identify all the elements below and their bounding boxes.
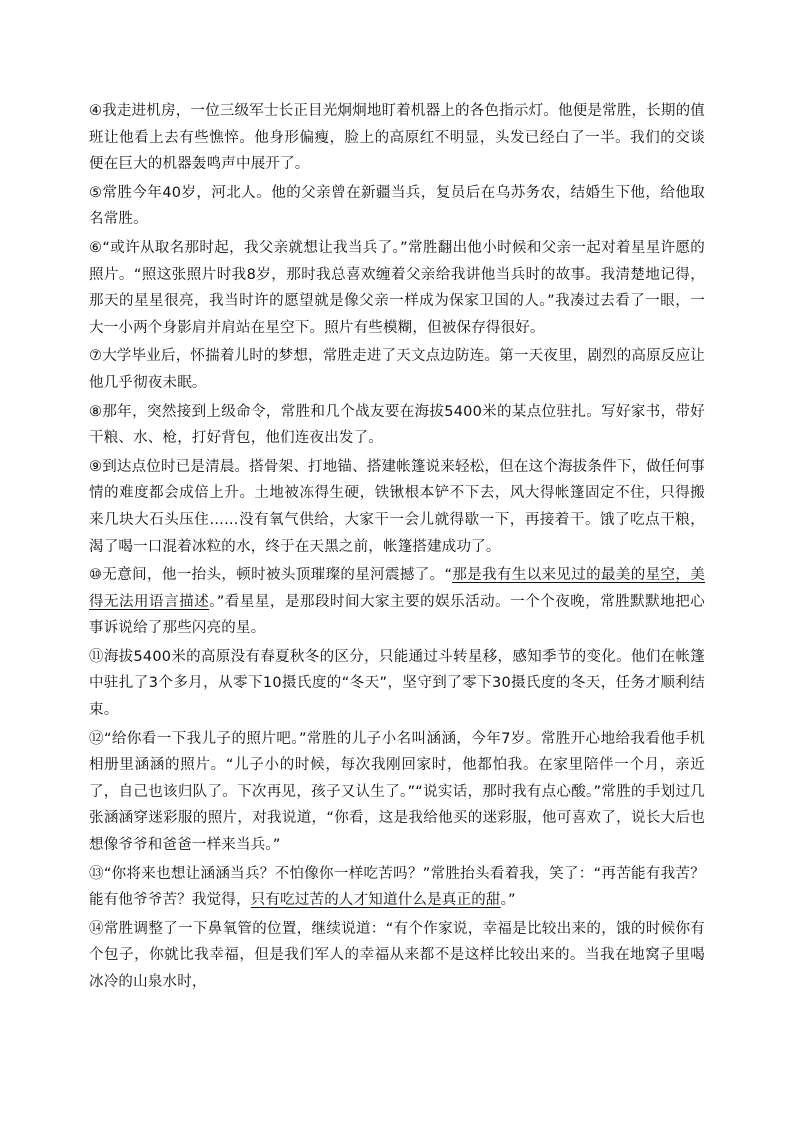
paragraph-10-text-end: 。”看星星，是那段时间大家主要的娱乐活动。一个个夜晚，常胜默默地把心事诉说给了那些闪亮的星。 bbox=[89, 593, 705, 637]
paragraph-14 bbox=[89, 916, 705, 996]
paragraph-5-text: ⑤常胜今年40岁，河北人。他的父亲曾在新疆当兵，复员后在乌苏务农，结婚生下他，给他取名常胜。 bbox=[89, 184, 705, 228]
paragraph-13 bbox=[89, 861, 705, 914]
paragraph-10 bbox=[89, 562, 705, 642]
paragraph-9-text: ⑨到达点位时已是清晨。搭骨架、打地锚、搭建帐篷说来轻松，但在这个海拔条件下，做任何事情的难度都会成倍上升。土地被冻得生硬，铁锹根本铲不下去，风大得帐篷固定不住，只得搬来几块大石头压住……没有氧气供给，大家干一会儿就得歇一下，再接着干。饿了吃点干粮，渴了喝一口混着冰粒的水，终于在天黑之前，帐篷搭建成功了。 bbox=[89, 458, 705, 555]
paragraph-13-underlined-sentence: 只有吃过苦的人才知道什么是真正的甜 bbox=[250, 892, 501, 909]
paragraph-13-text-start: ⑬“你将来也想让涵涵当兵？不怕像你一样吃苦吗？”常胜抬头看着我，笑了：“再苦能有我苦？能有他爷爷苦？我觉得， bbox=[89, 865, 705, 909]
paragraph-10-underlined-sentence: 那是我有生以来见过的最美的星空，美得无法用语言描述 bbox=[89, 567, 705, 610]
paragraph-14-text: ⑭常胜调整了一下鼻氧管的位置，继续说道：“有个作家说，幸福是比较出来的，饿的时候你有个包子，你就比我幸福，但是我们军人的幸福从来都不是这样比较出来的。当我在地窝子里喝冰冷的山泉水时， bbox=[89, 920, 705, 990]
paragraph-8-text: ⑧那年，突然接到上级命令，常胜和几个战友要在海拔5400米的某点位驻扎。写好家书，带好干粮、水、枪，打好背包，他们连夜出发了。 bbox=[89, 403, 705, 447]
paragraph-7 bbox=[89, 343, 705, 396]
paragraph-11 bbox=[89, 644, 705, 724]
paragraph-10-text-start: ⑩无意间，他一抬头，顿时被头顶璀璨的星河震撼了。“ bbox=[89, 567, 453, 584]
paragraph-11-text: ⑪海拔5400米的高原没有春夏秋冬的区分，只能通过斗转星移，感知季节的变化。他们在帐篷中驻扎了3个多月，从零下10摄氏度的“冬天”，坚守到了零下30摄氏度的冬天，任务才顺利结束。 bbox=[89, 648, 705, 719]
article-body bbox=[89, 98, 705, 998]
paragraph-6-text: ⑥“或许从取名那时起，我父亲就想让我当兵了。”常胜翻出他小时候和父亲一起对着星星许愿的照片。“照这张照片时我8岁，那时我总喜欢缠着父亲给我讲他当兵时的故事。我清楚地记得，那天的星星很亮，我当时许的愿望就是像父亲一样成为保家卫国的人。”我凑过去看了一眼，一大一小两个身影肩并肩站在星空下。照片有些模糊，但被保存得很好。 bbox=[89, 239, 705, 336]
paragraph-6 bbox=[89, 235, 705, 341]
paragraph-9 bbox=[89, 454, 705, 560]
paragraph-4 bbox=[89, 98, 705, 178]
paragraph-12-text: ⑫“给你看一下我儿子的照片吧。”常胜的儿子小名叫涵涵，今年7岁。常胜开心地给我看他手机相册里涵涵的照片。“儿子小的时候，每次我刚回家时，他都怕我。在家里陪伴一个月，亲近了，自己也该归队了。下次再见，孩子又认生了。”“说实话，那时我有点心酸。”常胜的手划过几张涵涵穿迷彩服的照片，对我说道，“你看，这是我给他买的迷彩服，他可喜欢了，说长大后也想像爷爷和爸爸一样来当兵。” bbox=[89, 730, 705, 854]
paragraph-8 bbox=[89, 399, 705, 452]
paragraph-7-text: ⑦大学毕业后，怀揣着儿时的梦想，常胜走进了天文点边防连。第一天夜里，剧烈的高原反应让他几乎彻夜未眠。 bbox=[89, 348, 705, 391]
paragraph-4-text: ④我走进机房，一位三级军士长正目光炯炯地盯着机器上的各色指示灯。他便是常胜，长期的值班让他看上去有些憔悴。他身形偏瘦，脸上的高原红不明显，头发已经白了一半。我们的交谈便在巨大的机器轰鸣声中展开了。 bbox=[89, 103, 705, 173]
paragraph-5 bbox=[89, 180, 705, 233]
paragraph-13-text-end: 。” bbox=[500, 892, 516, 909]
paragraph-12 bbox=[89, 726, 705, 859]
